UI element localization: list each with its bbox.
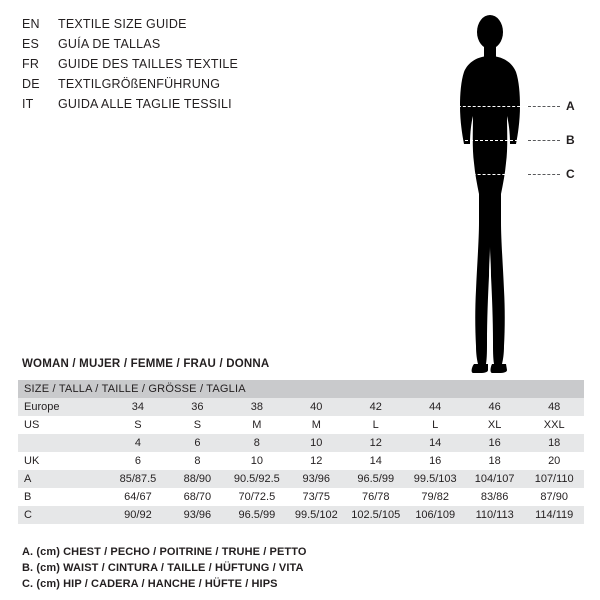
cell: 99.5/103 [405,470,464,488]
cell: 93/96 [168,506,227,524]
cell: 99.5/102 [287,506,346,524]
row-label: B [18,488,108,506]
row-label: US [18,416,108,434]
cell: 83/86 [465,488,524,506]
cell: 102.5/105 [346,506,405,524]
cell: 64/67 [108,488,167,506]
row-label: C [18,506,108,524]
table-row [18,434,584,452]
chest-measure-line [448,106,530,107]
cell: 93/96 [287,470,346,488]
waist-label: B [566,133,575,147]
cell: 42 [346,398,405,416]
language-code: FR [22,57,40,71]
row-label: Europe [18,398,108,416]
cell: 79/82 [405,488,464,506]
cell: 12 [287,452,346,470]
note-hip: C. (cm) HIP / CADERA / HANCHE / HÜFTE / HIPS [22,578,278,590]
waist-lead-line [528,140,560,141]
cell: 16 [405,452,464,470]
cell: XL [465,416,524,434]
cell: 44 [405,398,464,416]
cell: 76/78 [346,488,405,506]
cell: S [168,416,227,434]
table-row [18,452,584,470]
note-waist: B. (cm) WAIST / CINTURA / TAILLE / HÜFTUNG / VITA [22,562,304,574]
cell: 10 [227,452,286,470]
language-row [22,74,402,94]
cell: 90/92 [108,506,167,524]
cell: 48 [524,398,584,416]
language-title: GUIDA ALLE TAGLIE TESSILI [58,97,232,111]
table-header-row [18,380,584,398]
cell: 14 [405,434,464,452]
language-code: ES [22,37,40,51]
table-row [18,506,584,524]
cell: 18 [524,434,584,452]
cell: 4 [108,434,167,452]
language-title: GUIDE DES TAILLES TEXTILE [58,57,239,71]
table-header-label: SIZE / TALLA / TAILLE / GRÖSSE / TAGLIA [18,380,584,398]
cell: 73/75 [287,488,346,506]
hip-label: C [566,167,575,181]
cell: 20 [524,452,584,470]
cell: L [405,416,464,434]
figure-diagram [400,8,590,378]
cell: XXL [524,416,584,434]
cell: 68/70 [168,488,227,506]
cell: M [227,416,286,434]
language-row [22,54,402,74]
size-table [18,380,584,524]
chest-label: A [566,99,575,113]
cell: 90.5/92.5 [227,470,286,488]
row-label: A [18,470,108,488]
woman-silhouette-icon [430,8,550,378]
cell: S [108,416,167,434]
language-row [22,14,402,34]
table-row [18,488,584,506]
cell: 40 [287,398,346,416]
cell: 10 [287,434,346,452]
language-code: DE [22,77,40,91]
note-chest: A. (cm) CHEST / PECHO / POITRINE / TRUHE / PETTO [22,546,307,558]
row-label: UK [18,452,108,470]
cell: 12 [346,434,405,452]
cell: 114/119 [524,506,584,524]
cell: 14 [346,452,405,470]
cell: 16 [465,434,524,452]
cell: 36 [168,398,227,416]
cell: 34 [108,398,167,416]
cell: 8 [227,434,286,452]
cell: 104/107 [465,470,524,488]
cell: 70/72.5 [227,488,286,506]
language-title: GUÍA DE TALLAS [58,37,161,51]
cell: 18 [465,452,524,470]
cell: 87/90 [524,488,584,506]
language-code: EN [22,17,40,31]
language-row [22,94,402,114]
table-row [18,416,584,434]
cell: 38 [227,398,286,416]
hip-measure-line [448,174,530,175]
table-row [18,398,584,416]
cell: 6 [108,452,167,470]
waist-measure-line [450,140,528,141]
section-title: WOMAN / MUJER / FEMME / FRAU / DONNA [22,358,270,370]
language-code: IT [22,97,34,111]
language-row [22,34,402,54]
measurement-notes [22,544,582,592]
cell: M [287,416,346,434]
cell: 96.5/99 [227,506,286,524]
cell: 110/113 [465,506,524,524]
cell: 107/110 [524,470,584,488]
language-title: TEXTILE SIZE GUIDE [58,17,187,31]
cell: 8 [168,452,227,470]
cell: 46 [465,398,524,416]
table-row [18,470,584,488]
cell: 106/109 [405,506,464,524]
language-list [22,14,402,114]
cell: 85/87.5 [108,470,167,488]
cell: 88/90 [168,470,227,488]
row-label [18,434,108,452]
cell: L [346,416,405,434]
cell: 96.5/99 [346,470,405,488]
chest-lead-line [528,106,560,107]
hip-lead-line [528,174,560,175]
cell: 6 [168,434,227,452]
language-title: TEXTILGRÖßENFÜHRUNG [58,77,221,91]
